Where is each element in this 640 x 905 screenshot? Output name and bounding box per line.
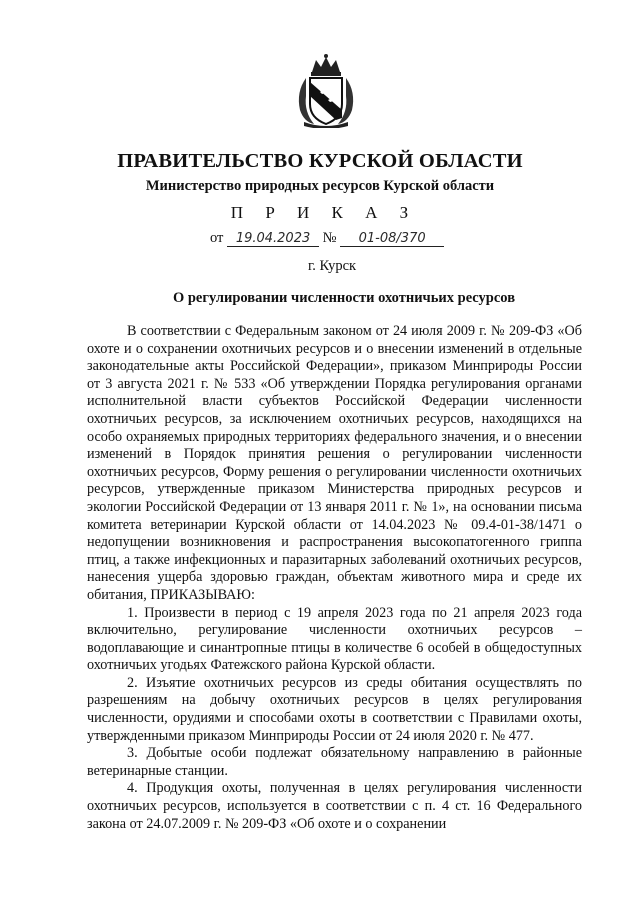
date-number-line [210,230,444,247]
number-value: 01-08/370 [340,231,444,247]
paragraph-item-1: 1. Произвести в период с 19 апреля 2023 года по 21 апреля 2023 года включительно, регулирование численности охотничьих ресурсов – водоплавающие и синантропные птицы в количестве 6 особей в общедоступных охотничьих угодьях Фатежского района Курской области. [87,604,582,674]
organization-name: ПРАВИТЕЛЬСТВО КУРСКОЙ ОБЛАСТИ [117,150,523,172]
document-title: О регулировании численности охотничьих ресурсов [172,290,516,306]
ministry-name: Министерство природных ресурсов Курской области [145,178,495,194]
coat-of-arms-emblem [294,52,358,128]
paragraph-item-3: 3. Добытые особи подлежат обязательному направлению в районные ветеринарные станции. [87,745,582,779]
date-prefix: от [210,230,224,246]
number-prefix: № [322,230,337,246]
paragraph-item-2: 2. Изъятие охотничьих ресурсов из среды обитания осуществлять по разрешениям на добычу охотничьих ресурсов в целях регулирования численности, орудиями и способами охоты в соответствии с Правилами охоты, утвержденными приказом Минприроды России от 24 июля 2020 г. № 477. [87,674,582,744]
paragraph-preamble: В соответствии с Федеральным законом от 24 июля 2009 г. № 209-ФЗ «Об охоте и о сохранении охотничьих ресурсов и о внесении изменений в отдельные законодательные акты Российской Федерации», приказом Минприроды России от 3 августа 2021 г. № 533 «Об утверждении Порядка регулирования органами исполнительной власти субъектов Российской Федерации численности охотничьих ресурсов, за исключением охотничьих ресурсов, находящихся на особо охраняемых природных территориях федерального значения, и о внесении изменений в Порядок принятия решения о регулировании численности охотничьих ресурсов, Форму решения о регулировании численности охотничьих ресурсов, утвержденные приказом Министерства природных ресурсов и экологии Российской Федерации от 13 января 2011 г. № 1», на основании письма комитета ветеринарии Курской области от 14.04.2023 № 09.4-01-38/1471 о недопущении возникновения и распространения высокопатогенного гриппа птиц, а также инфекционных и паразитарных заболеваний охотничьих ресурсов, нанесения ущерба здоровью граждан, объектам животного мира и среде их обитания, ПРИКАЗЫВАЮ: [87,323,582,603]
city: г. Курск [307,258,357,274]
document-type: П Р И К А З [230,203,418,222]
document-body [87,323,582,833]
date-value: 19.04.2023 [227,231,319,247]
paragraph-item-4: 4. Продукция охоты, полученная в целях регулирования численности охотничьих ресурсов, используется в соответствии с п. 4 ст. 16 Федерального закона от 24.07.2009 г. № 209-ФЗ «Об охоте и о сохранении [87,780,582,832]
